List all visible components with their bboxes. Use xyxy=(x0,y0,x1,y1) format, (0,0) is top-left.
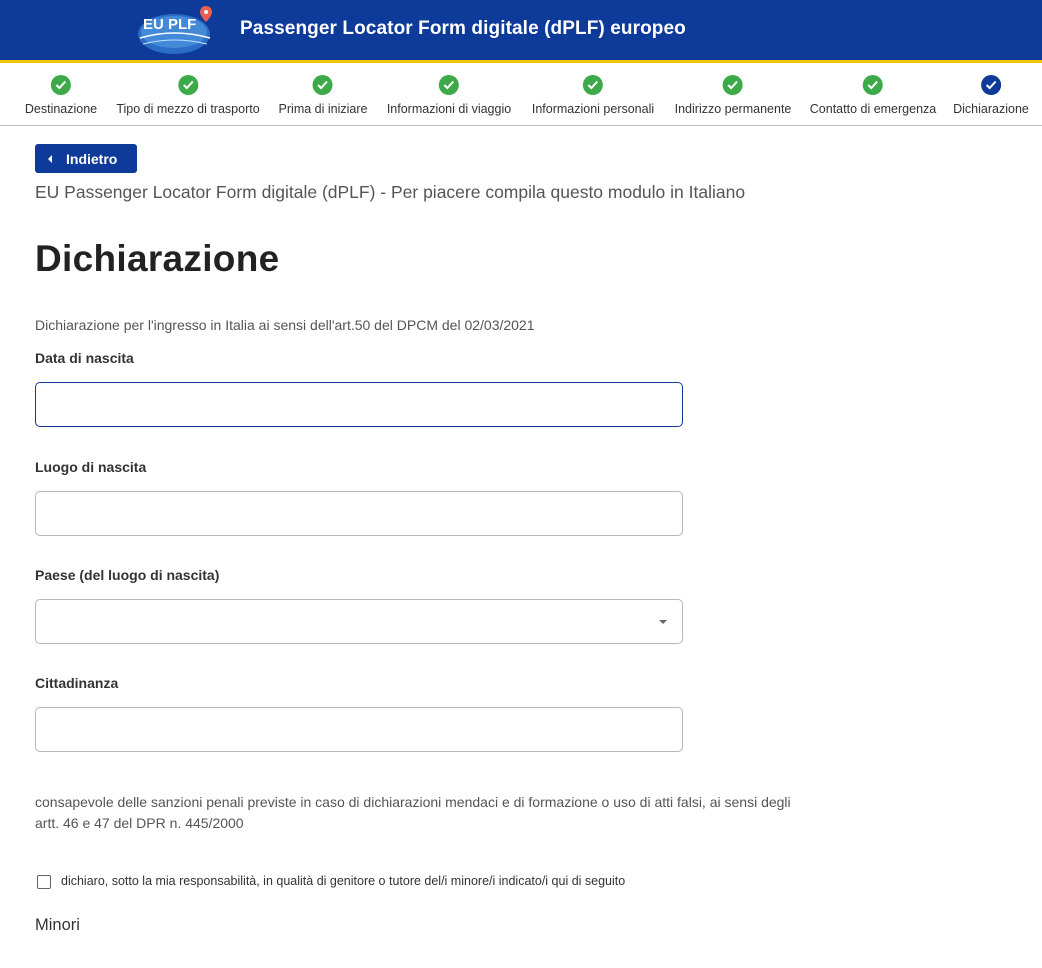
citizenship-input[interactable] xyxy=(35,707,683,752)
step-label: Destinazione xyxy=(24,102,98,116)
check-icon xyxy=(51,75,71,95)
birth-date-input[interactable] xyxy=(35,382,683,427)
check-icon xyxy=(439,75,459,95)
step-dichiarazione[interactable] xyxy=(953,75,1029,116)
step-prima-di-iniziare[interactable] xyxy=(279,75,368,116)
step-informazioni-di-viaggio[interactable] xyxy=(387,75,511,116)
step-informazioni-personali[interactable] xyxy=(532,75,654,116)
check-icon xyxy=(723,75,743,95)
step-label: Informazioni personali xyxy=(531,102,655,116)
step-destinazione[interactable] xyxy=(25,75,97,116)
app-header xyxy=(0,0,1042,63)
check-icon xyxy=(178,75,198,95)
step-label: Tipo di mezzo di trasporto xyxy=(116,102,260,116)
back-button-label: Indietro xyxy=(66,150,118,167)
citizenship-label: Cittadinanza xyxy=(35,675,119,691)
legal-notice: consapevole delle sanzioni penali previste in caso di dichiarazioni mendaci e di formazione o uso di atti falsi, ai sensi degli artt. 46 e 47 del DPR n. 445/2000 xyxy=(35,794,791,831)
guardian-checkbox-label[interactable]: dichiaro, sotto la mia responsabilità, in qualità di genitore o tutore del/i minore/i indicato/i qui di seguito xyxy=(61,874,626,888)
location-pin-icon xyxy=(200,6,212,22)
step-contatto-di-emergenza[interactable] xyxy=(810,75,936,116)
step-label: Informazioni di viaggio xyxy=(386,102,512,116)
birth-country-label: Paese (del luogo di nascita) xyxy=(35,567,220,583)
form-subtitle: EU Passenger Locator Form digitale (dPLF) - Per piacere compila questo modulo in Italiano xyxy=(35,182,746,202)
progress-stepper xyxy=(0,63,1042,126)
caret-left-icon xyxy=(48,155,52,163)
step-indirizzo-permanente[interactable] xyxy=(675,75,792,116)
guardian-checkbox[interactable] xyxy=(37,875,51,889)
header-title: Passenger Locator Form digitale (dPLF) europeo xyxy=(240,18,686,39)
step-label: Prima di iniziare xyxy=(278,102,368,116)
check-icon xyxy=(981,75,1001,95)
declaration-intro: Dichiarazione per l'ingresso in Italia ai sensi dell'art.50 del DPCM del 02/03/2021 xyxy=(35,317,535,333)
birth-country-select[interactable] xyxy=(35,599,683,644)
step-label: Indirizzo permanente xyxy=(674,102,792,116)
step-tipo-di-mezzo[interactable] xyxy=(116,75,259,116)
eu-plf-logo xyxy=(137,4,215,56)
svg-text:EU PLF: EU PLF xyxy=(143,16,197,33)
check-icon xyxy=(313,75,333,95)
step-label: Contatto di emergenza xyxy=(809,102,937,116)
birth-place-label: Luogo di nascita xyxy=(35,459,147,475)
birth-date-label: Data di nascita xyxy=(35,350,134,366)
chevron-down-icon xyxy=(659,620,667,624)
check-icon xyxy=(583,75,603,95)
minors-heading: Minori xyxy=(35,916,80,934)
check-icon xyxy=(863,75,883,95)
step-label: Dichiarazione xyxy=(953,102,1029,116)
back-button[interactable] xyxy=(35,144,137,173)
birth-place-input[interactable] xyxy=(35,491,683,536)
page-title: Dichiarazione xyxy=(35,238,280,279)
